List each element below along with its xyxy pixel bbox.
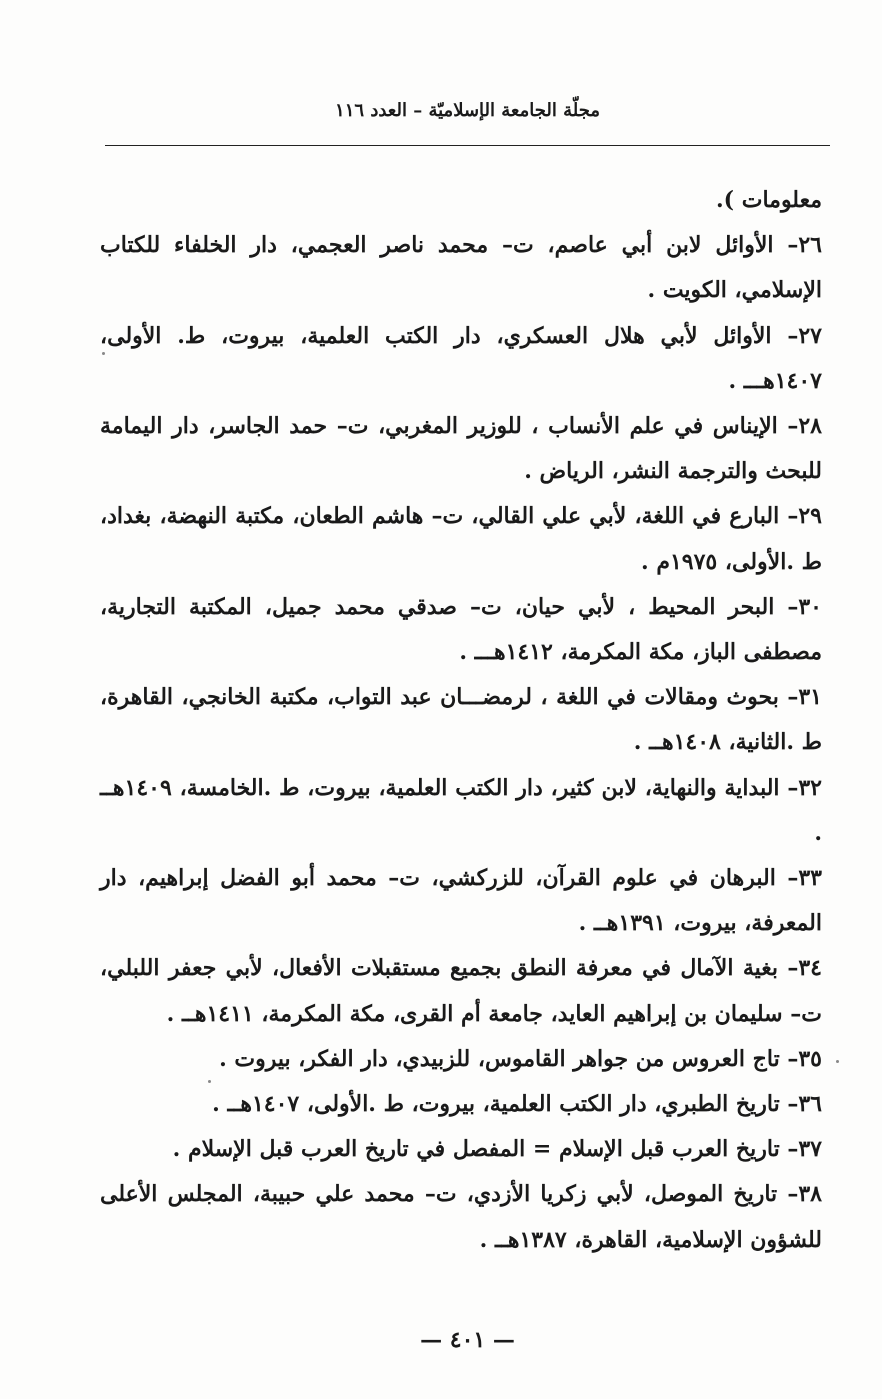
bibliography-entry-29: ٢٩– البارع في اللغة، لأبي علي القالي، ت– هاشم الطعان، مكتبة النهضة، بغداد، ط .الأولى، ١٩٧٥م .: [100, 503, 822, 575]
bibliography-entry-26: ٢٦– الأوائل لابن أبي عاصم، ت– محمد ناصر العجمي، دار الخلفاء للكتاب الإسلامي، الكويت .: [100, 232, 822, 304]
bibliography-entry-31: ٣١– بحوث ومقالات في اللغة ، لرمضـــان عبد التواب، مكتبة الخانجي، القاهرة، ط .الثانية، ١٤٠٨هــ .: [100, 684, 822, 756]
page-number: — ٤٠١ —: [420, 1327, 515, 1353]
bibliography-text: [100, 178, 822, 1263]
bibliography-entry-37: ٣٧– تاريخ العرب قبل الإسلام = المفصل في تاريخ العرب قبل الإسلام .: [172, 1136, 822, 1163]
header-rule: [105, 145, 830, 146]
bibliography-entry-27: ٢٧– الأوائل لأبي هلال العسكري، دار الكتب العلمية، بيروت، ط. الأولى، ١٤٠٧هـــ .: [100, 322, 822, 394]
bibliography-entry-33: ٣٣– البرهان في علوم القرآن، للزركشي، ت– محمد أبو الفضل إبراهيم، دار المعرفة، بيروت، ١٣٩١هــ .: [100, 865, 822, 937]
scan-speck: [102, 352, 105, 355]
scan-speck: [208, 1080, 211, 1083]
bibliography-entry-38: ٣٨– تاريخ الموصل، لأبي زكريا الأزدي، ت– محمد علي حبيبة، المجلس الأعلى للشؤون الإسلامية، القاهرة، ١٣٨٧هــ .: [100, 1181, 822, 1253]
bibliography-entry-35: ٣٥– تاج العروس من جواهر القاموس، للزبيدي، دار الفكر، بيروت .: [219, 1045, 822, 1072]
continuation-line: معلومات ).: [716, 187, 822, 213]
bibliography-entry-36: ٣٦– تاريخ الطبري، دار الكتب العلمية، بيروت، ط .الأولى، ١٤٠٧هــ .: [212, 1091, 822, 1118]
scan-speck: [836, 1060, 839, 1063]
bibliography-entry-34: ٣٤– بغية الآمال في معرفة النطق بجميع مستقبلات الأفعال، لأبي جعفر اللبلي، ت– سليمان بن إبراهيم العايد، جامعة أم القرى، مكة المكرمة، ١٤١١هــ .: [100, 955, 822, 1027]
bibliography-entry-30: ٣٠– البحر المحيط ، لأبي حيان، ت– صدقي محمد جميل، المكتبة التجارية، مصطفى الباز، مكة المكرمة، ١٤١٢هـــ .: [100, 593, 822, 666]
bibliography-entry-32: ٣٢– البداية والنهاية، لابن كثير، دار الكتب العلمية، بيروت، ط .الخامسة، ١٤٠٩هــ .: [100, 774, 822, 846]
bibliography-entry-28: ٢٨– الإيناس في علم الأنساب ، للوزير المغربي، ت– حمد الجاسر، دار اليمامة للبحث والترجمة النشر، الرياض .: [100, 413, 822, 485]
running-header: مجلّة الجامعة الإسلاميّة – العدد ١١٦: [335, 100, 600, 121]
